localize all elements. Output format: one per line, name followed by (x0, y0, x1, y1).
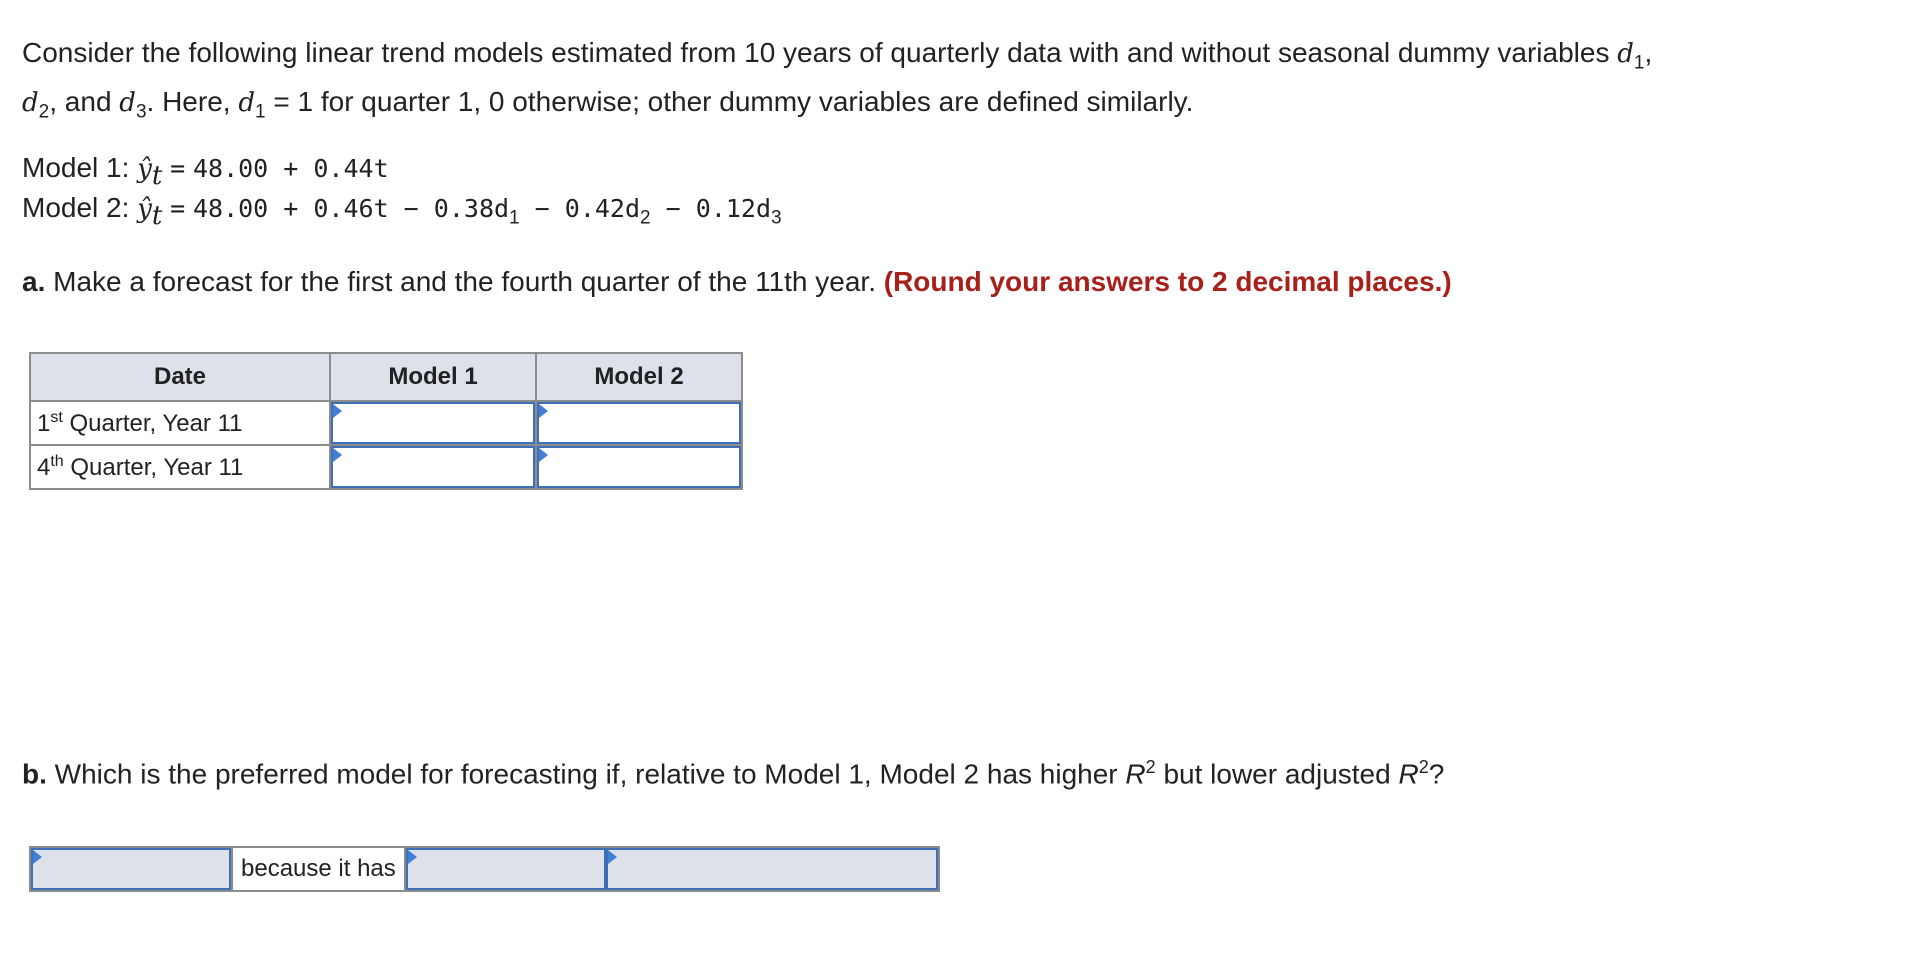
problem-intro: Consider the following linear trend models estimated from 10 years of quarterly data with and without seasonal dummy variables $d_1$, $d_2$, and $d_3$. Here, $d_1 = 1$ for quarter 1, 0 otherwise; other dummy variables are defined similarly. (22, 37, 1653, 123)
q4-model-1-input[interactable] (331, 446, 535, 488)
model-2-equation: Model 2: $ŷ_t = 48.00 + 0.46t - 0.38d_1 - 0.42d_2 - 0.12d_3$ (22, 192, 782, 231)
header-model-1: Model 1 (330, 353, 536, 401)
reason-dropdown-1[interactable] (406, 848, 606, 890)
table-header-row (30, 353, 742, 401)
part-b-question: b. Which is the preferred model for forecasting if, relative to Model 1, Model 2 has higher $R^2$ but lower adjusted $R^2$? (22, 757, 1445, 790)
q1-model-2-input[interactable] (537, 402, 741, 444)
date-cell: 1st Quarter, Year 11 (30, 401, 330, 445)
part-b-answer-row (29, 846, 940, 892)
model-choice-dropdown[interactable] (31, 848, 231, 890)
q1-model-1-input[interactable] (331, 402, 535, 444)
header-model-2: Model 2 (536, 353, 742, 401)
part-a-question: a. Make a forecast for the first and the fourth quarter of the 11th year. (Round your answers to 2 decimal places.) (22, 266, 1452, 297)
table-row (30, 445, 742, 489)
q4-model-2-input[interactable] (537, 446, 741, 488)
rounding-note: (Round your answers to 2 decimal places.) (883, 266, 1452, 297)
forecast-table (29, 352, 743, 490)
reason-dropdown-2[interactable] (606, 848, 938, 890)
table-row (30, 401, 742, 445)
model-1-equation: Model 1: $ŷ_t = 48.00 + 0.44t$ (22, 152, 389, 191)
date-cell: 4th Quarter, Year 11 (30, 445, 330, 489)
because-text: because it has (231, 848, 406, 890)
header-date: Date (30, 353, 330, 401)
